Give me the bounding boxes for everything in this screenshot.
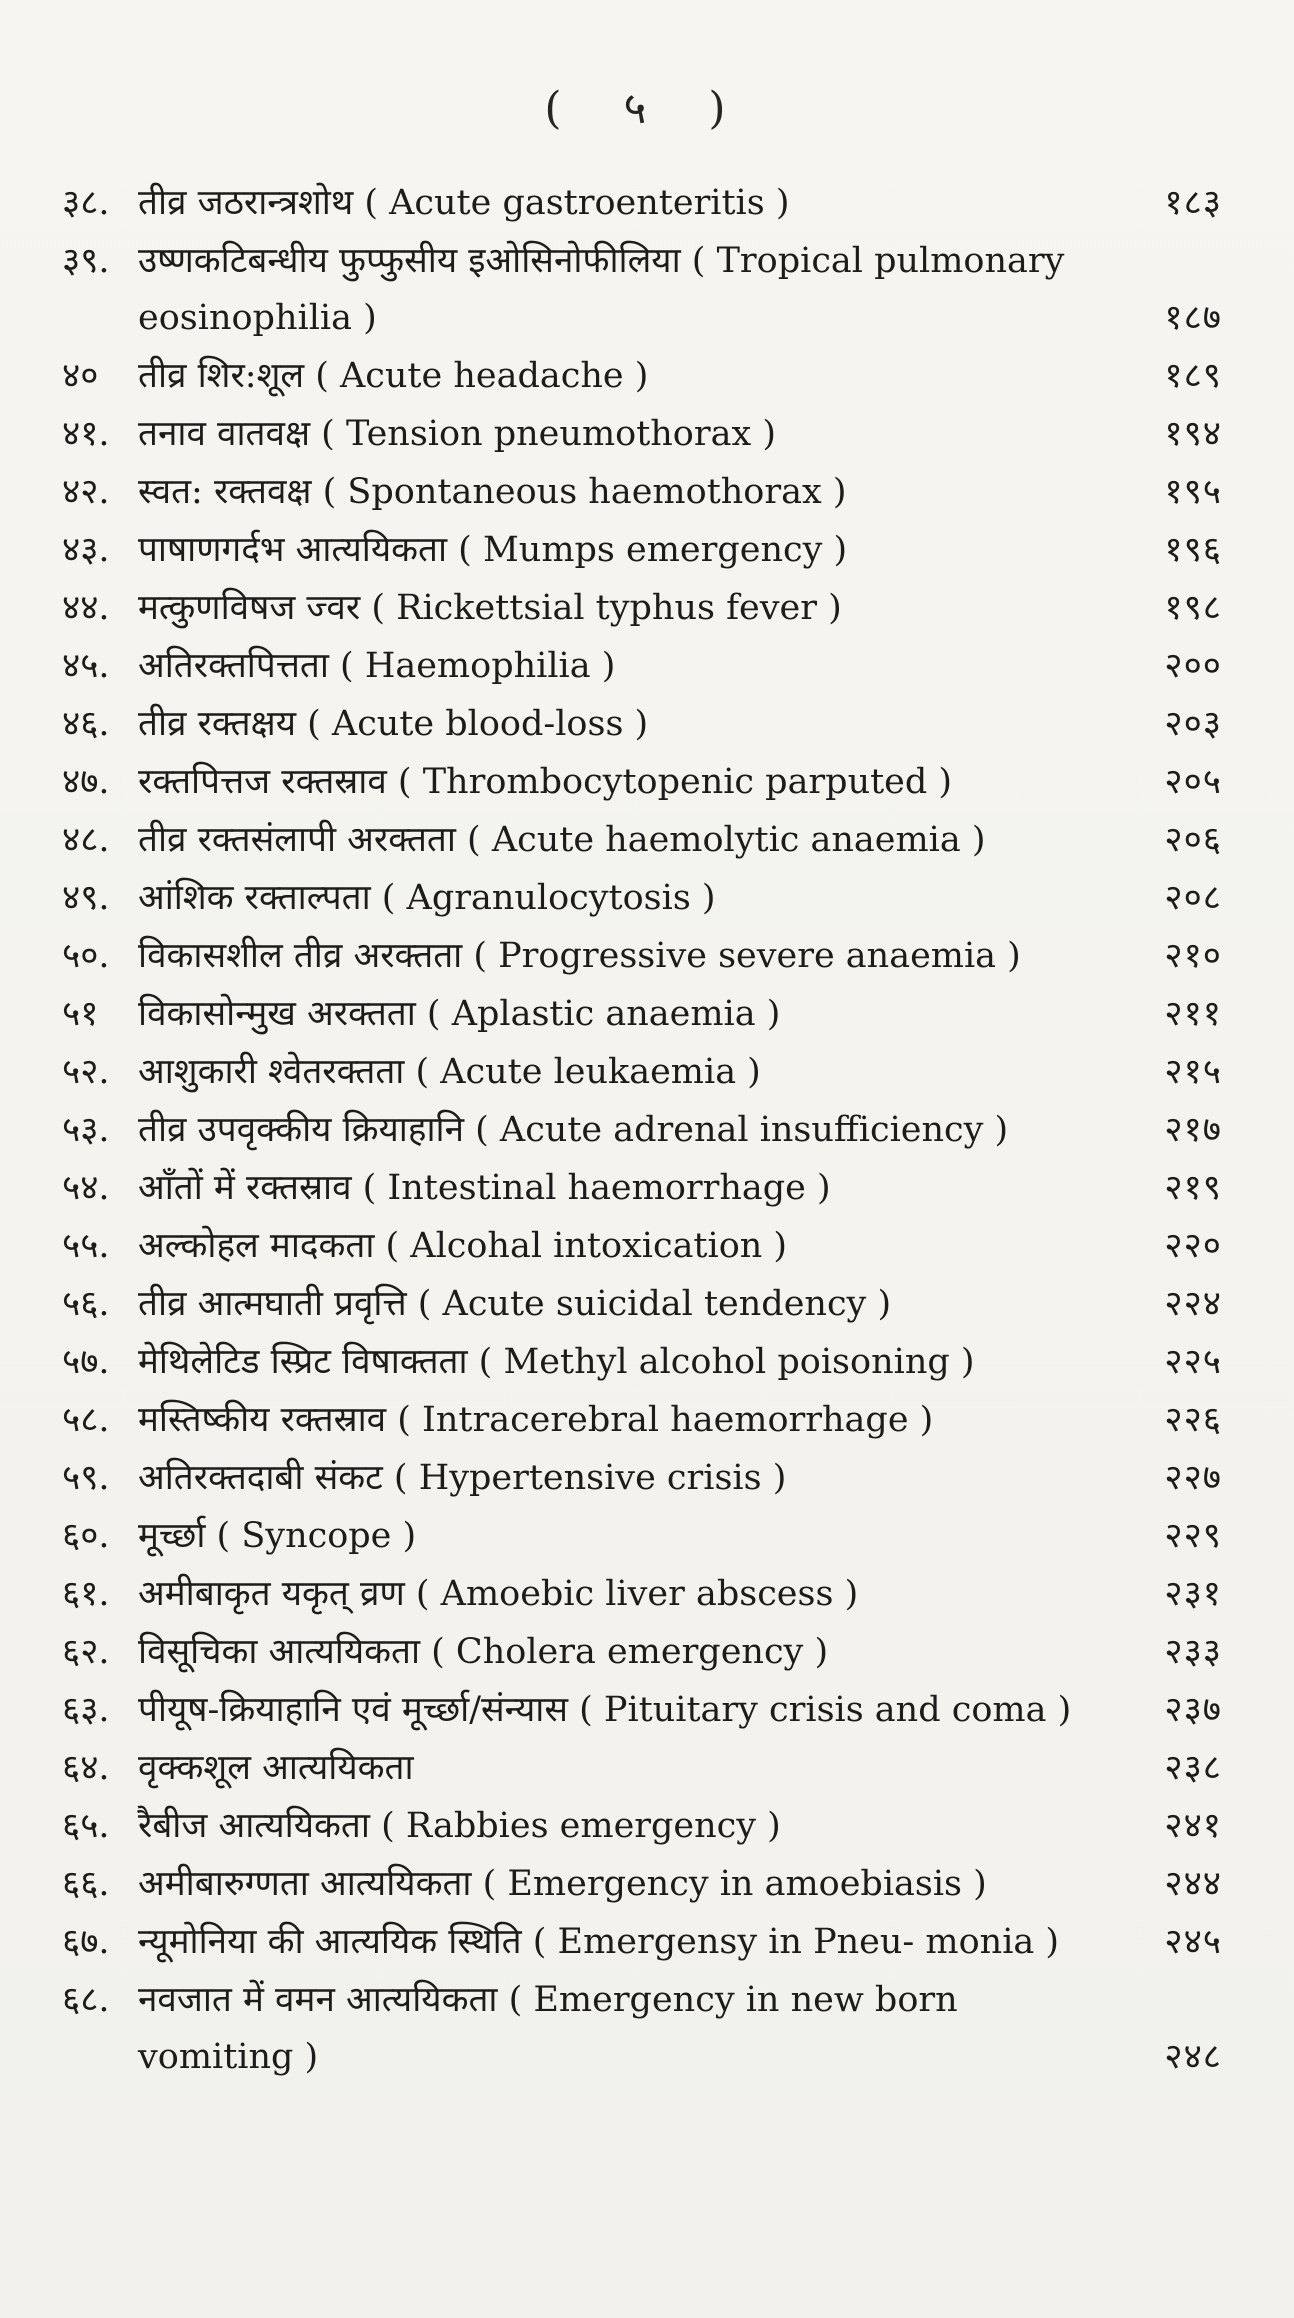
entry-page-number: १९५ [1164, 472, 1222, 512]
entry-title: अमीबारुग्णता आत्ययिकता ( Emergency in amoebiasis ) [138, 1864, 987, 1904]
entry-title: न्यूमोनिया की आत्ययिक स्थिति ( Emergensy in Pneu- monia ) [138, 1922, 1060, 1962]
toc-entry [62, 1972, 1222, 2086]
entry-page-number: २११ [1164, 994, 1222, 1034]
entry-number: ४७. [62, 762, 110, 802]
entry-page-number: २०८ [1164, 878, 1222, 918]
entry-number: ६४. [62, 1748, 110, 1788]
entry-page-number: २२९ [1164, 1516, 1222, 1556]
entry-title: अल्कोहल मादकता ( Alcohal intoxication ) [138, 1226, 788, 1266]
entry-page-number: २२६ [1164, 1400, 1222, 1440]
toc-entry [62, 464, 1222, 521]
entry-number: ३८. [62, 183, 110, 223]
entry-number: ६३. [62, 1690, 110, 1730]
entry-number: ६१. [62, 1574, 110, 1614]
entry-title: मेथिलेटिड स्प्रिट विषाक्तता ( Methyl alcohol poisoning ) [138, 1342, 975, 1382]
entry-number: ४३. [62, 530, 110, 570]
entry-number: ५८. [62, 1400, 110, 1440]
entry-title: तीव्र रक्तक्षय ( Acute blood-loss ) [138, 704, 649, 744]
entry-number: ५४. [62, 1168, 110, 1208]
toc-entry [62, 1102, 1222, 1159]
toc-entry [62, 638, 1222, 695]
toc-entry [62, 1160, 1222, 1217]
entry-page-number: २१७ [1164, 1110, 1222, 1150]
toc-entry [62, 348, 1222, 405]
entry-page-number: २०३ [1164, 704, 1222, 744]
entry-page-number: २२४ [1164, 1284, 1222, 1324]
entry-title: स्वत: रक्तवक्ष ( Spontaneous haemothorax ) [138, 472, 847, 512]
entry-page-number: १८९ [1164, 356, 1222, 396]
toc-entry [62, 1566, 1222, 1623]
entry-number: ४५. [62, 646, 110, 686]
entry-title: मूर्च्छा ( Syncope ) [138, 1516, 417, 1556]
entry-title: अतिरक्तदाबी संकट ( Hypertensive crisis ) [138, 1458, 787, 1498]
entry-number: ६८. [62, 1980, 110, 2020]
entry-title: मस्तिष्कीय रक्तस्राव ( Intracerebral haemorrhage ) [138, 1400, 934, 1440]
entry-title: वृक्कशूल आत्ययिकता [138, 1748, 414, 1788]
entry-title: उष्णकटिबन्धीय फुप्फुसीय इओसिनोफीलिया ( Tropical pulmonary eosinophilia ) [138, 241, 1065, 338]
toc-entry [62, 1740, 1222, 1797]
entry-page-number: २१९ [1164, 1168, 1222, 1208]
entry-title: विकासोन्मुख अरक्तता ( Aplastic anaemia ) [138, 994, 781, 1034]
entry-number: ५६. [62, 1284, 110, 1324]
entry-page-number: २३१ [1164, 1574, 1222, 1614]
entry-title: पाषाणगर्दभ आत्ययिकता ( Mumps emergency ) [138, 530, 848, 570]
entry-page-number: २३३ [1164, 1632, 1222, 1672]
entry-page-number: २४५ [1164, 1922, 1222, 1962]
entry-number: ४६. [62, 704, 110, 744]
toc-entry [62, 1044, 1222, 1101]
entry-title: नवजात में वमन आत्ययिकता ( Emergency in new born vomiting ) [138, 1980, 958, 2077]
toc-entry [62, 233, 1222, 347]
entry-title: तीव्र उपवृक्कीय क्रियाहानि ( Acute adrenal insufficiency ) [138, 1110, 1009, 1150]
entry-number: ४९. [62, 878, 110, 918]
toc-entry [62, 928, 1222, 985]
entry-page-number: २१५ [1164, 1052, 1222, 1092]
entry-number: ३९. [62, 241, 110, 281]
entry-title: अतिरक्तपित्तता ( Haemophilia ) [138, 646, 616, 686]
toc-entry [62, 1334, 1222, 1391]
entry-title: तीव्र आत्मघाती प्रवृत्ति ( Acute suicidal tendency ) [138, 1284, 892, 1324]
toc-entry [62, 1914, 1222, 1971]
entry-title: तीव्र शिर:शूल ( Acute headache ) [138, 356, 649, 396]
entry-page-number: २०६ [1164, 820, 1222, 860]
entry-page-number: २२५ [1164, 1342, 1222, 1382]
entry-title: अमीबाकृत यकृत् व्रण ( Amoebic liver abscess ) [138, 1574, 859, 1614]
entry-title: तीव्र जठरान्त्रशोथ ( Acute gastroenteritis ) [138, 183, 790, 223]
entry-title: रैबीज आत्ययिकता ( Rabbies emergency ) [138, 1806, 781, 1846]
entry-title: तीव्र रक्तसंलापी अरक्तता ( Acute haemolytic anaemia ) [138, 820, 986, 860]
toc-entry [62, 175, 1222, 232]
entry-number: ४४. [62, 588, 110, 628]
entry-page-number: २२७ [1164, 1458, 1222, 1498]
entry-title: विकासशील तीव्र अरक्तता ( Progressive severe anaemia ) [138, 936, 1021, 976]
entry-title: रक्तपित्तज रक्तस्राव ( Thrombocytopenic parputed ) [138, 762, 953, 802]
table-of-contents [62, 175, 1222, 2087]
toc-entry [62, 870, 1222, 927]
entry-number: ५५. [62, 1226, 110, 1266]
entry-page-number: २०० [1164, 646, 1222, 686]
toc-entry [62, 1450, 1222, 1507]
entry-number: ४२. [62, 472, 110, 512]
entry-title: विसूचिका आत्ययिकता ( Cholera emergency ) [138, 1632, 829, 1672]
toc-entry [62, 1392, 1222, 1449]
entry-page-number: २३७ [1164, 1690, 1222, 1730]
entry-title: आँतों में रक्तस्राव ( Intestinal haemorrhage ) [138, 1168, 831, 1208]
entry-page-number: २४१ [1164, 1806, 1222, 1846]
entry-number: ६२. [62, 1632, 110, 1672]
entry-title: आंशिक रक्ताल्पता ( Agranulocytosis ) [138, 878, 716, 918]
entry-page-number: १९६ [1164, 530, 1222, 570]
entry-number: ५२. [62, 1052, 110, 1092]
entry-number: ५३. [62, 1110, 110, 1150]
toc-entry [62, 1508, 1222, 1565]
entry-number: ६५. [62, 1806, 110, 1846]
entry-page-number: २४८ [1164, 2037, 1222, 2077]
entry-page-number: २०५ [1164, 762, 1222, 802]
entry-number: ४० [62, 356, 99, 396]
entry-number: ६०. [62, 1516, 110, 1556]
entry-title: तनाव वातवक्ष ( Tension pneumothorax ) [138, 414, 776, 454]
entry-page-number: १९४ [1164, 414, 1222, 454]
entry-number: ६७. [62, 1922, 110, 1962]
entry-title: मत्कुणविषज ज्वर ( Rickettsial typhus fever ) [138, 588, 842, 628]
toc-entry [62, 754, 1222, 811]
toc-entry [62, 1798, 1222, 1855]
toc-entry [62, 580, 1222, 637]
entry-page-number: २३८ [1164, 1748, 1222, 1788]
entry-page-number: २१० [1164, 936, 1222, 976]
entry-page-number: २२० [1164, 1226, 1222, 1266]
toc-entry [62, 522, 1222, 579]
toc-entry [62, 986, 1222, 1043]
entry-number: ५९. [62, 1458, 110, 1498]
toc-entry [62, 1218, 1222, 1275]
entry-number: ४८. [62, 820, 110, 860]
entry-title: आशुकारी श्वेतरक्तता ( Acute leukaemia ) [138, 1052, 761, 1092]
toc-entry [62, 812, 1222, 869]
entry-number: ५१ [62, 994, 99, 1034]
entry-number: ५७. [62, 1342, 110, 1382]
entry-page-number: २४४ [1164, 1864, 1222, 1904]
entry-page-number: १८३ [1164, 183, 1222, 223]
toc-entry [62, 696, 1222, 753]
toc-entry [62, 1682, 1222, 1739]
entry-number: ६६. [62, 1864, 110, 1904]
toc-entry [62, 1276, 1222, 1333]
toc-entry [62, 1856, 1222, 1913]
toc-entry [62, 1624, 1222, 1681]
entry-number: ४१. [62, 414, 110, 454]
entry-page-number: १८७ [1164, 298, 1222, 338]
entry-title: पीयूष-क्रियाहानि एवं मूर्च्छा/संन्यास ( Pituitary crisis and coma ) [138, 1690, 1072, 1730]
entry-number: ५०. [62, 936, 110, 976]
entry-page-number: १९८ [1164, 588, 1222, 628]
page-number: ( ५ ) [544, 83, 750, 134]
toc-entry [62, 406, 1222, 463]
